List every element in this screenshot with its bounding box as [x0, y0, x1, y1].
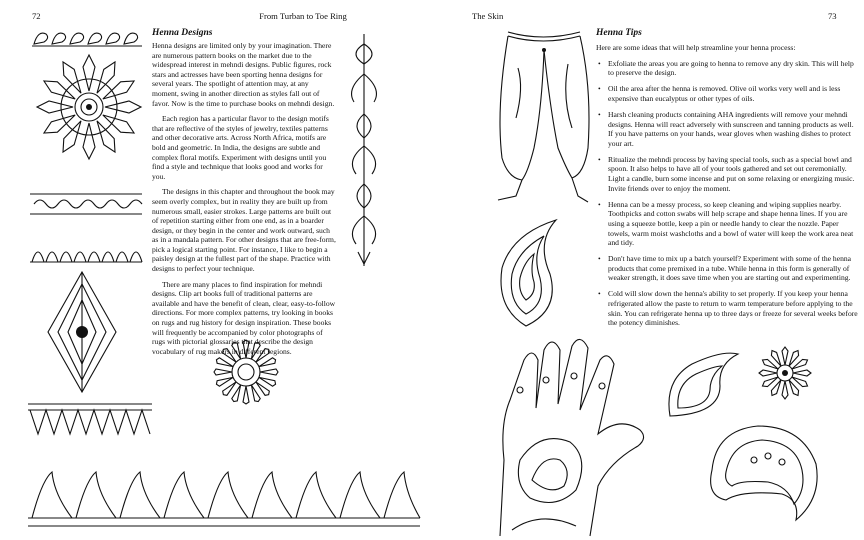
running-head: The Skin — [472, 11, 504, 21]
paisley-border-icon — [32, 28, 144, 48]
tips-text — [596, 43, 858, 334]
list-item: • Harsh cleaning products containing AHA ingredients will remove your mehndi designs. Henna will react adversely with sunscreen and tanning products as well. If you have patterns on your hands, wear gloves when washing dishes to protect your art. — [608, 110, 858, 148]
right-page — [432, 0, 864, 540]
page-number: 73 — [828, 11, 837, 21]
list-item: • Ritualize the mehndi process by having special tools, such as a special bowl and spoon. It also helps to have all of your tools gathered and set out ceremonially. Light a candle, burn some incense and put on some relaxing or energizing music. Invite friends over to enjoy the moment. — [608, 155, 858, 193]
flame-border-icon — [28, 470, 422, 530]
body-text — [152, 41, 336, 362]
page-number: 72 — [32, 11, 41, 21]
paragraph: Henna designs are limited only by your imagination. There are numerous pattern books on the market due to the widespread interest in mehndi designs. Public figures, rock stars and actresses have been sporting henna designs for several years. The spotlight of attention may, at any moment, swing in another direction as styles fall out of favor. Now is the time to purchase books on mehndi design. — [152, 41, 335, 108]
section-heading: Henna Tips — [596, 28, 642, 38]
pointed-border-icon — [28, 402, 154, 438]
list-item: • Cold will slow down the henna's ability to set properly. If you keep your henna refrigerated allow the paste to return to warm temperature before applying to the skin. You can refrigerate henna up to three days or freeze for several weeks before the potency diminishes. — [608, 289, 858, 327]
hennaed-hand-icon — [480, 330, 656, 540]
section-heading: Henna Designs — [152, 28, 213, 38]
paragraph: Each region has a particular flavor to the design motifs that are reflective of the styles of jewelry, textiles patterns and other decorative arts. Across North Africa, motifs are bold and geometric. In India, the designs are subtle and complex floral motifs. Experiment with designs until you find a style and technique that looks good and works for you. — [152, 114, 329, 181]
harem-pants-figure-icon — [488, 28, 598, 208]
tips-intro: Here are some ideas that will help streamline your henna process: — [596, 43, 796, 52]
paragraph: There are many places to find inspiration for mehndi designs. Clip art books full of traditional patterns are available and have the benefit of clean, clear, easy-to-follow directions. For more complex patterns, try looking in books on rugs and rug history for design inspiration. These books will frequently be accompanied by color photographs of rugs with pictorial glossaries that describe the design vocabulary of rug makers in different regions. — [152, 279, 336, 356]
list-item: • Oil the area after the henna is removed. Olive oil works very well and is less expensive than eucalyptus or other types of oils. — [608, 84, 858, 103]
list-item: • Exfoliate the areas you are going to henna to remove any dry skin. This will help to preserve the design. — [608, 59, 858, 78]
large-paisley-icon — [702, 420, 822, 526]
sun-mandala-icon — [758, 346, 812, 400]
running-head: From Turban to Toe Ring — [259, 11, 347, 21]
scroll-border-icon — [30, 192, 145, 216]
tips-list — [596, 59, 858, 328]
starburst-mandala-icon — [214, 340, 278, 404]
paragraph: The designs in this chapter and throughout the book may seem overly complex, but in reality they are built up from numerous small, easier strokes. Large patterns are built out of repetition starting either from one end, as in a boarder design, or they begin in the center and work outward, such as in a mandala pattern. For other designs that are free-form, pick a logical starting point. For instance, I like to begin a paisley design at the fullest part of the shape. Practice with designs to perfect your technique. — [152, 187, 336, 274]
arch-border-icon — [30, 236, 145, 264]
list-item: • Don't have time to mix up a batch yourself? Experiment with some of the henna products that come premixed in a tube. While henna in this form is generally of weaker strength, it does save time when you are starting out and experimenting. — [608, 254, 858, 283]
vertical-vine-icon — [344, 34, 384, 266]
list-item: • Henna can be a messy process, so keep cleaning and wiping supplies nearby. Toothpicks and cotton swabs will help scrape and shape henna lines. If you are using a squeeze bottle, keep a pin or needle handy to clear the nozzle. Paper towels, warm moist washcloths and a bowl of water will keep the work area neat and tidy. — [608, 200, 858, 248]
mandala-icon — [34, 52, 144, 162]
diamond-motif-icon — [46, 270, 118, 394]
paisley-icon — [496, 218, 568, 330]
small-paisley-icon — [662, 350, 742, 422]
